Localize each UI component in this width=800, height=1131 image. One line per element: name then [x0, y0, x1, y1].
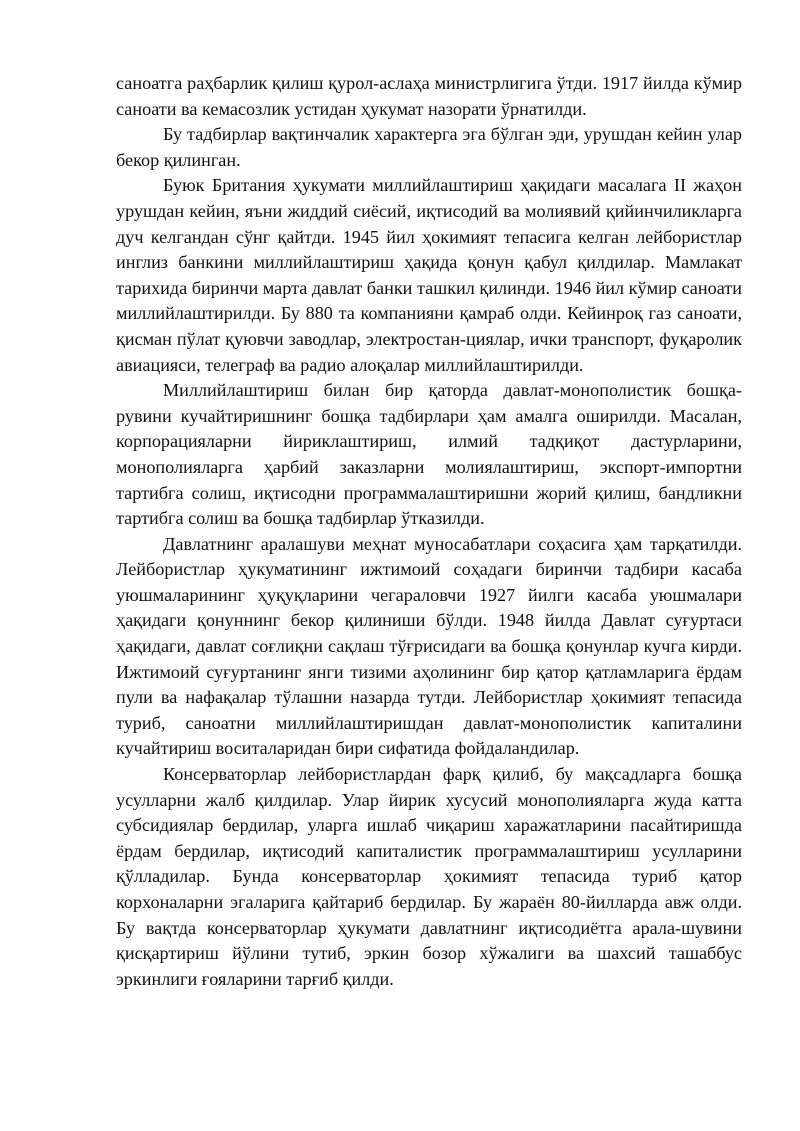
paragraph: Давлатнинг аралашуви меҳнат муносабатлари соҳасига ҳам тарқатилди. Лейбористлар ҳукуматининг ижтимоий соҳадаги биринчи тадбири касаба уюшмаларининг ҳуқуқларини чегараловчи 1927 йилги касаба уюшмалари ҳақидаги қонуннинг бекор қилиниши бўлди. 1948 йилда Давлат суғуртаси ҳақидаги, давлат соғлиқни сақлаш тўғрисидаги ва бошқа қонунлар кучга кирди. Ижтимоий суғуртанинг янги тизими аҳолининг бир қатор қатламларига ёрдам пули ва нафақалар тўлашни назарда тутди. Лейбористлар ҳокимият тепасида туриб, саноатни миллийлаштиришдан давлат-монополистик капиталини кучайтириш воситаларидан бири сифатида фойдаландилар. [116, 533, 742, 759]
paragraph: Миллийлаштириш билан бир қаторда давлат-монополистик бошқа-рувини кучайтиришнинг бошқа тадбирлари ҳам амалга оширилди. Масалан, корпорацияларни йириклаштириш, илмий тадқиқот дастурларини, монополияларга ҳарбий заказларни молиялаштириш, экспорт-импортни тартибга солиш, иқтисодни программалаштиришни жорий қилиш, бандликни тартибга солиш ва бошқа тадбирлар ўтказилди. [116, 380, 742, 529]
document-page [116, 71, 742, 992]
paragraph: Бу тадбирлар вақтинчалик характерга эга бўлган эди, урушдан кейин улар бекор қилинган. [116, 124, 742, 170]
paragraph: Консерваторлар лейбористлардан фарқ қилиб, бу мақсадларга бошқа усулларни жалб қилдилар. Улар йирик хусусий монополияларга жуда катта субсидиялар бердилар, уларга ишлаб чиқариш харажатларини пасайтиришда ёрдам бердилар, иқтисодий капиталистик программалаштириш усулларини қўлладилар. Бунда консерваторлар ҳокимият тепасида туриб қатор корхоналарни эгаларига қайтариб бердилар. Бу жараён 80-йилларда авж олди. Бу вақтда консерваторлар ҳукумати давлатнинг иқтисодиётга арала-шувини қисқартириш йўлини тутиб, эркин бозор хўжалиги ва шахсий ташаббус эркинлиги ғояларини тарғиб қилди. [116, 764, 742, 989]
paragraph: Буюк Британия ҳукумати миллийлаштириш ҳақидаги масалага II жаҳон урушдан кейин, яъни жиддий сиёсий, иқтисодий ва молиявий қийинчиликларга дуч келгандан сўнг қайтди. 1945 йил ҳокимият тепасига келган лейбористлар инглиз банкини миллийлаштириш ҳақида қонун қабул қилдилар. Мамлакат тарихида биринчи марта давлат банки ташкил қилинди. 1946 йил кўмир саноати миллийлаштирилди. Бу 880 та компанияни қамраб олди. Кейинроқ газ саноати, қисман пўлат қуювчи заводлар, электростан-циялар, ички транспорт, фуқаролик авиацияси, телеграф ва радио алоқалар миллийлаштирилди. [116, 175, 742, 375]
paragraph-continuation: саноатга раҳбарлик қилиш қурол-аслаҳа министрлигига ўтди. 1917 йилда кўмир саноати ва кемасозлик устидан ҳукумат назорати ўрнатилди. [116, 73, 742, 119]
